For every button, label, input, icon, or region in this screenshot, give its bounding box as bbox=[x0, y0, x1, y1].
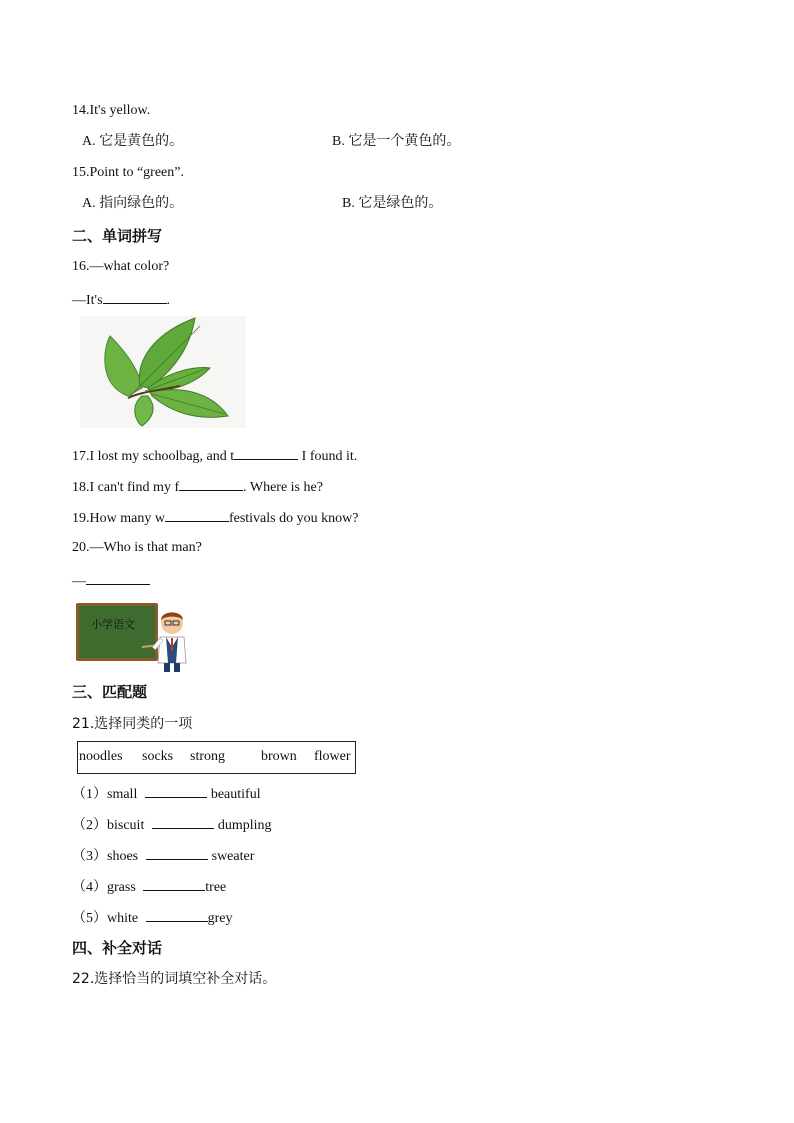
word-bank-item: socks bbox=[142, 749, 174, 764]
item-right-word: tree bbox=[205, 880, 227, 895]
section-heading-dialogue: 四、补全对话 bbox=[72, 939, 163, 957]
question-22: 22.选择恰当的词填空补全对话。 bbox=[72, 971, 277, 987]
item-number: （2） bbox=[72, 818, 107, 833]
q15-option-b[interactable]: B. 它是绿色的。 bbox=[342, 196, 443, 211]
item-right-word: grey bbox=[207, 911, 233, 926]
section-heading-spelling: 二、单词拼写 bbox=[72, 227, 163, 245]
q16-prefix: —It's bbox=[72, 293, 103, 308]
item-right-word: beautiful bbox=[210, 787, 261, 802]
q20-prefix: — bbox=[72, 574, 86, 589]
question-16-answer-line bbox=[72, 289, 170, 310]
teacher-picture bbox=[76, 603, 192, 673]
match-item-2 bbox=[72, 814, 272, 835]
q18-prefix: 18.I can't find my f bbox=[72, 480, 180, 495]
q19-suffix: festivals do you know? bbox=[228, 511, 359, 526]
match-item-4 bbox=[72, 876, 226, 897]
question-19 bbox=[72, 507, 358, 528]
leaf-image bbox=[80, 316, 246, 428]
item-number: （3） bbox=[72, 849, 107, 864]
word-bank bbox=[77, 741, 356, 774]
match-item-3 bbox=[72, 845, 254, 866]
match-blank[interactable] bbox=[152, 814, 214, 829]
q19-blank[interactable] bbox=[165, 507, 229, 522]
q18-suffix: . Where is he? bbox=[243, 480, 323, 495]
word-bank-item: noodles bbox=[79, 749, 123, 764]
item-left-word: grass bbox=[107, 880, 136, 895]
question-20-answer-line bbox=[72, 570, 150, 591]
word-bank-item: flower bbox=[314, 749, 351, 764]
item-left-word: biscuit bbox=[107, 818, 145, 833]
item-right-word: dumpling bbox=[217, 818, 272, 833]
q17-blank[interactable] bbox=[234, 445, 298, 460]
q15-option-a[interactable]: A. 指向绿色的。 bbox=[82, 196, 184, 211]
q14-option-b[interactable]: B. 它是一个黄色的。 bbox=[332, 134, 461, 149]
question-14: 14.It's yellow. bbox=[72, 103, 151, 118]
match-blank[interactable] bbox=[145, 783, 207, 798]
q20-blank[interactable] bbox=[86, 570, 150, 585]
item-left-word: small bbox=[107, 787, 138, 802]
word-bank-item: brown bbox=[261, 749, 297, 764]
q18-blank[interactable] bbox=[179, 476, 243, 491]
chalkboard-text: 小学语文 bbox=[91, 618, 135, 631]
question-20: 20.—Who is that man? bbox=[72, 540, 202, 555]
item-number: （5） bbox=[72, 911, 107, 926]
match-blank[interactable] bbox=[146, 907, 208, 922]
question-18 bbox=[72, 476, 323, 497]
question-21: 21.选择同类的一项 bbox=[72, 716, 193, 732]
section-heading-matching: 三、匹配题 bbox=[72, 683, 148, 701]
q16-suffix: . bbox=[166, 293, 171, 308]
item-right-word: sweater bbox=[211, 849, 255, 864]
q17-prefix: 17.I lost my schoolbag, and t bbox=[72, 449, 235, 464]
item-left-word: shoes bbox=[107, 849, 139, 864]
item-number: （4） bbox=[72, 880, 107, 895]
q17-suffix: I found it. bbox=[298, 449, 358, 464]
question-15: 15.Point to “green”. bbox=[72, 165, 184, 180]
match-item-5 bbox=[72, 907, 233, 928]
teacher-icon bbox=[136, 607, 192, 673]
item-number: （1） bbox=[72, 787, 107, 802]
match-blank[interactable] bbox=[146, 845, 208, 860]
q16-blank[interactable] bbox=[103, 289, 167, 304]
match-blank[interactable] bbox=[143, 876, 205, 891]
q19-prefix: 19.How many w bbox=[72, 511, 165, 526]
word-bank-item: strong bbox=[190, 749, 225, 764]
item-left-word: white bbox=[107, 911, 139, 926]
q14-option-a[interactable]: A. 它是黄色的。 bbox=[82, 134, 184, 149]
match-item-1 bbox=[72, 783, 261, 804]
question-16: 16.—what color? bbox=[72, 259, 170, 274]
question-17 bbox=[72, 445, 357, 466]
